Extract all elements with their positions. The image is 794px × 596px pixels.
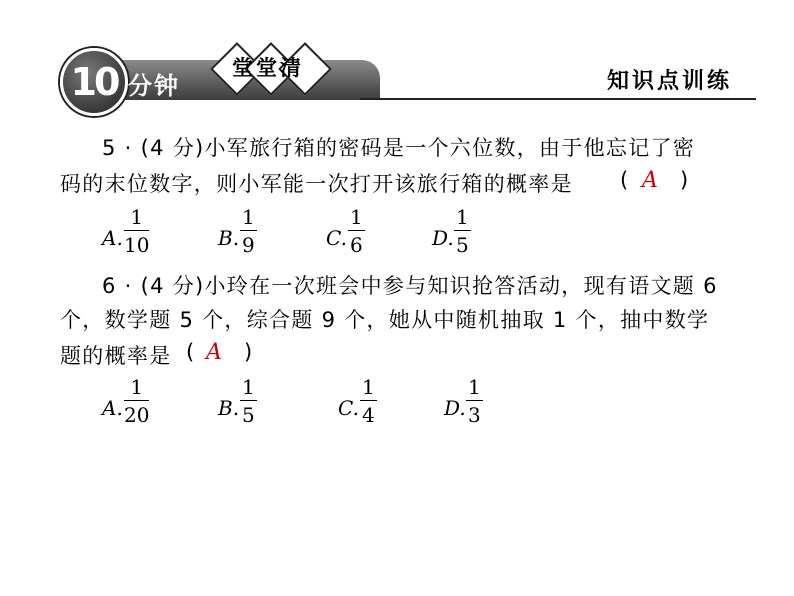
q6-paren-open: ( xyxy=(186,340,195,364)
denominator: 6 xyxy=(350,233,363,257)
q6-option-d[interactable] xyxy=(444,374,494,434)
option-letter: C. xyxy=(326,226,347,250)
option-fraction xyxy=(240,204,257,259)
numerator: 1 xyxy=(124,204,149,231)
q5-paren-close: ) xyxy=(680,168,689,192)
q6-line-3: 题的概率是 xyxy=(60,344,172,368)
q5-option-c[interactable] xyxy=(326,204,376,264)
q6-answer: A xyxy=(206,340,222,365)
option-letter: C. xyxy=(338,396,359,420)
q6-paren-close: ) xyxy=(244,340,253,364)
denominator: 9 xyxy=(242,233,255,257)
section-title: 知识点训练 xyxy=(606,69,732,94)
option-fraction xyxy=(240,374,257,429)
denominator: 10 xyxy=(124,233,150,257)
q6-option-c[interactable] xyxy=(338,374,388,434)
option-fraction xyxy=(454,204,471,259)
numerator: 1 xyxy=(242,375,255,399)
q5-answer: A xyxy=(642,168,658,193)
numerator: 1 xyxy=(124,374,149,401)
option-fraction xyxy=(360,374,377,429)
option-letter: B. xyxy=(218,396,240,420)
option-letter: D. xyxy=(432,226,454,250)
numerator: 1 xyxy=(456,205,469,229)
option-letter: B. xyxy=(218,226,240,250)
q5-paren-open: ( xyxy=(620,168,629,192)
badge-number: 10 xyxy=(70,60,118,104)
denominator: 3 xyxy=(468,403,481,427)
numerator: 1 xyxy=(362,375,375,399)
numerator: 1 xyxy=(350,205,363,229)
denominator: 5 xyxy=(456,233,469,257)
option-fraction xyxy=(466,374,483,429)
option-letter: A. xyxy=(102,396,123,420)
option-fraction xyxy=(124,204,149,259)
q6-line-2: 个，数学题 5 个，综合题 9 个，她从中随机抽取 1 个，抽中数学 xyxy=(60,308,710,332)
denominator: 4 xyxy=(362,403,375,427)
numerator: 1 xyxy=(468,375,481,399)
denominator: 5 xyxy=(242,403,255,427)
denominator: 20 xyxy=(124,403,150,427)
ten-minute-badge xyxy=(60,48,128,116)
q5-option-d[interactable] xyxy=(432,204,482,264)
option-fraction xyxy=(124,374,149,429)
option-letter: D. xyxy=(444,396,466,420)
q6-option-b[interactable] xyxy=(218,374,268,434)
header-rule xyxy=(360,98,756,100)
q5-line-1: 5 · (4 分)小军旅行箱的密码是一个六位数，由于他忘记了密 xyxy=(102,136,696,160)
minutes-label: 分钟 xyxy=(128,72,180,100)
q6-option-a[interactable] xyxy=(102,374,162,434)
q5-line-2: 码的末位数字，则小军能一次打开该旅行箱的概率是 xyxy=(60,172,573,196)
option-letter: A. xyxy=(102,226,123,250)
header-banner xyxy=(0,0,794,110)
option-fraction xyxy=(348,204,365,259)
diamond-text: 堂堂清 xyxy=(232,56,304,80)
q5-option-a[interactable] xyxy=(102,204,162,264)
q6-line-1: 6 · (4 分)小玲在一次班会中参与知识抢答活动，现有语文题 6 xyxy=(102,274,718,298)
q5-option-b[interactable] xyxy=(218,204,268,264)
numerator: 1 xyxy=(242,205,255,229)
